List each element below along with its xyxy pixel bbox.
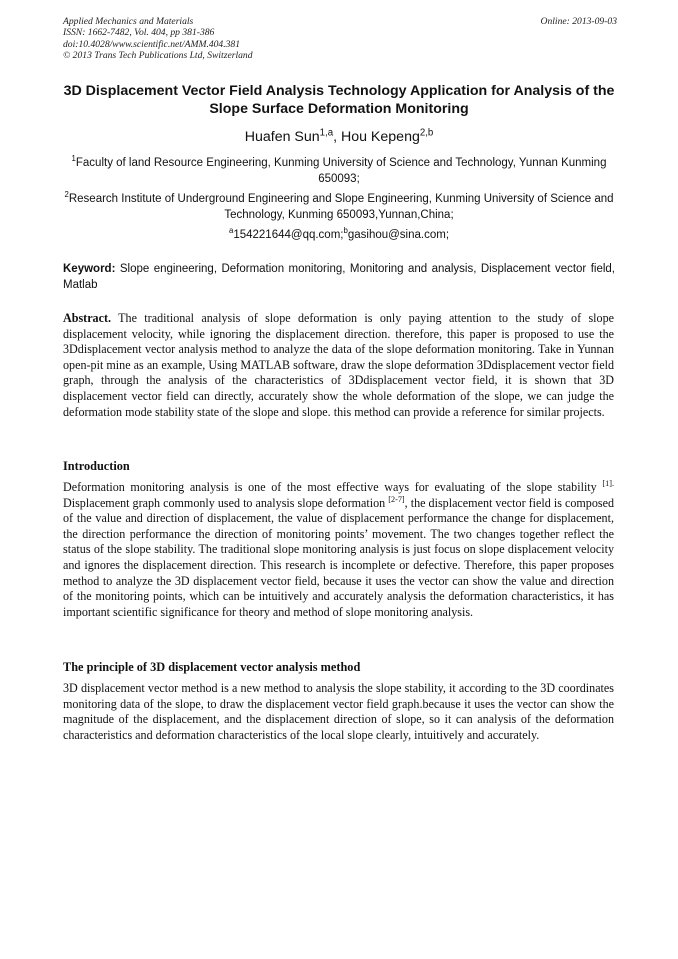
email-line [63,228,615,244]
intro-text-3: , the displacement vector field is composed of the value and direction of displacement, the value of displacement performance the change for displacement, the direction performance the direction of monitoring points’ movement. The two changes together reflect the status of the slope stability. The traditional slope monitoring analysis is just focus on slope displacement velocity and ignores the displacement direction. This research is incomplete or defective. Therefore, this paper proposes method to analyze the 3D displacement vector field, because it uses the vector can show the value and direction of the monitoring points, which can be intuitively and accurately analysis the deformation characteristics, it has important scientific significance for theory and method of slope monitoring analysis. [63,495,614,619]
journal-doi: doi:10.4028/www.scientific.net/AMM.404.381 [63,38,241,50]
author-1: Huafen Sun [244,129,320,145]
introduction-heading: Introduction [63,459,130,473]
affiliation-2 [63,192,615,223]
affiliation-1 [63,156,615,187]
citation-2-7: [2-7] [388,494,405,504]
paper-title: 3D Displacement Vector Field Analysis Technology Application for Analysis of the Slope Surface Deformation Monitoring [63,83,615,117]
keyword-label: Keyword: [63,263,116,275]
author-2-sup: 2,b [419,127,434,139]
principle-paragraph: 3D displacement vector method is a new method to analysis the slope stability, it according to the 3D coordinates monitoring data of the slope, to draw the displacement vector field graph.because it uses the vector can show the magnitude of the displacement, and the displacement direction of slope, so it can analysis of the deformation characteristics and deformation characteristics of the local slope clearly, intuitively and accurately. [63,681,614,742]
author-separator: , [333,129,341,145]
affiliation-2-text: Research Institute of Underground Engineering and Slope Engineering, Kunming University of Science and Technology, Kunming 650093,Yunnan,China; [68,193,614,221]
intro-text-1: Deformation monitoring analysis is one of the most effective ways for evaluating of the slope stability [63,480,603,494]
affiliation-1-sup: 1 [71,154,76,164]
abstract-text: The traditional analysis of slope deformation is only paying attention to the study of slope displacement velocity, while ignoring the displacement direction. therefore, this paper is proposed to use the 3Ddisplacement vector analysis method to analyze the data of the slope deformation monitoring. Take in Yunnan open-pit mine as an example, Using MATLAB software, draw the slope deformation 3Ddisplacement vector field graph, through the analysis of the characteristics of 3Ddisplacement vector field, it is shown that 3D displacement vector field can directly, accurately show the whole deformation of the slope, we can judge the deformation mode stability state of the slope and slope. this method can provide a reference for similar projects. [63,311,614,419]
email-b-sup: b [343,226,348,236]
author-1-sup: 1,a [319,127,334,139]
journal-issn: ISSN: 1662-7482, Vol. 404, pp 381-386 [63,27,215,39]
author-2: Hou Kepeng [340,129,420,145]
intro-text-2: Displacement graph commonly used to analysis slope deformation [63,495,389,510]
abstract-label: Abstract. [63,311,112,325]
abstract [63,311,614,420]
affiliation-1-text: Faculty of land Resource Engineering, Kunming University of Science and Technology, Yunnan Kunming 650093; [75,157,607,185]
email-a: 154221644@qq.com; [233,229,344,241]
principle-heading: The principle of 3D displacement vector analysis method [63,660,361,674]
citation-1: [1]. [602,478,614,488]
keywords [63,262,615,293]
email-a-sup: a [228,226,234,236]
keyword-text: Slope engineering, Deformation monitoring, Monitoring and analysis, Displacement vector field, Matlab [63,263,615,291]
journal-name: Applied Mechanics and Materials [63,16,194,27]
introduction-paragraph [63,480,614,620]
affiliation-2-sup: 2 [64,190,69,200]
online-date: Online: 2013-09-03 [540,16,617,27]
journal-copyright: © 2013 Trans Tech Publications Ltd, Switzerland [63,49,253,61]
journal-header [63,16,617,61]
email-b: gasihou@sina.com; [347,229,450,241]
author-line [63,128,615,146]
